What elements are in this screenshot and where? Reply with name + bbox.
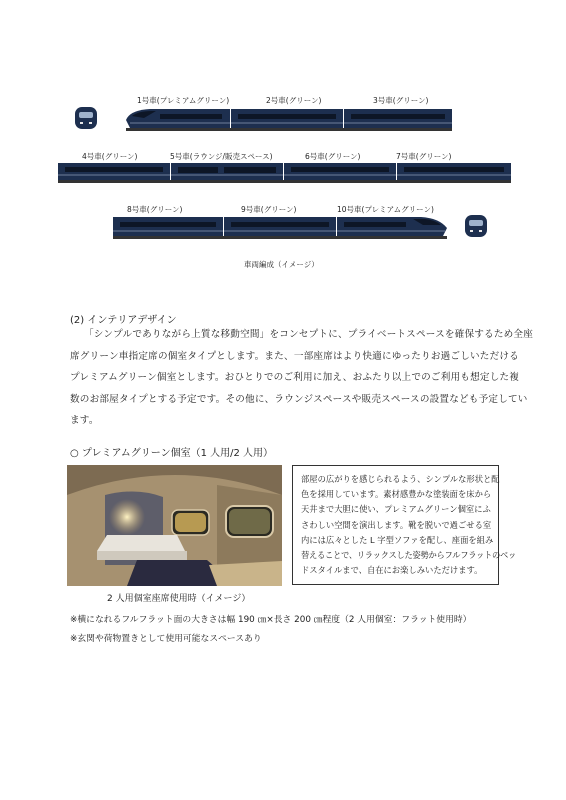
train-row-1: [70, 104, 450, 132]
train-car-1: [126, 109, 230, 128]
train-car-2: [231, 109, 343, 128]
premium-room-photo: [67, 465, 282, 586]
note-entrance-space: ※玄関や荷物置きとして使用可能なスペースあり: [70, 634, 262, 644]
premium-description-box: [292, 465, 517, 585]
train-car-3: [344, 109, 452, 128]
paragraph-line: ます。: [70, 415, 99, 426]
train-car-9: [224, 217, 336, 236]
interior-paragraph: [70, 324, 550, 432]
description-line: 天井まで大胆に使い、プレミアムグリーン個室にふ: [301, 504, 491, 515]
car-label-4: 4号車(グリーン): [82, 152, 138, 161]
car-label-1: 1号車(プレミアムグリーン): [137, 96, 230, 105]
car-label-6: 6号車(グリーン): [305, 152, 361, 161]
paragraph-line: プレミアムグリーン個室とします。おひとりでのご利用に加え、おふたり以上でのご利用も想定した複: [70, 372, 520, 383]
section-heading-interior: (2) インテリアデザイン: [70, 315, 177, 326]
car-label-5: 5号車(ラウンジ/販売スペース): [170, 152, 273, 161]
train-front-view-icon: [75, 107, 97, 129]
train-car-6: [284, 163, 396, 180]
train-car-7: [397, 163, 511, 180]
car-label-7: 7号車(グリーン): [396, 152, 452, 161]
train-front-view-icon: [465, 215, 487, 237]
description-line: 部屋の広がりを感じられるよう、シンプルな形状と配: [301, 474, 500, 484]
formation-caption: 車両編成（イメージ）: [244, 260, 319, 269]
train-row-3: [113, 212, 493, 240]
premium-heading: ○ プレミアムグリーン個室（1 人用/2 人用）: [70, 448, 274, 459]
train-car-5: [171, 163, 283, 180]
description-line: ドスタイルまで、自在にお楽しみいただけます。: [301, 565, 483, 576]
paragraph-line: 席グリーン車指定席の個室タイプとします。また、一部座席はより快適にゆったりお過ごしいただける: [70, 350, 519, 362]
paragraph-line: 「シンプルでありながら上質な移動空間」をコンセプトに、プライベートスペースを確保するため全座: [84, 329, 534, 340]
description-line: さわしい空間を演出します。靴を脱いで過ごせる室: [301, 519, 492, 530]
description-line: 内には広々とした L 字型ソファを配し、座面を組み: [301, 534, 494, 545]
car-label-10: 10号車(プレミアムグリーン): [337, 205, 434, 214]
car-label-3: 3号車(グリーン): [373, 96, 429, 105]
photo-caption: 2 人用個室座席使用時（イメージ）: [107, 594, 251, 604]
car-label-2: 2号車(グリーン): [266, 96, 322, 105]
description-line: 替えることで、リラックスした姿勢からフルフラットのベッ: [301, 550, 517, 561]
note-flat-size: ※横になれるフルフラット面の大きさは幅 190 ㎝×長さ 200 ㎝程度（2 人用個室：フラット使用時）: [70, 615, 472, 625]
train-car-10: [337, 217, 447, 236]
train-car-4: [58, 163, 170, 180]
paragraph-line: 数のお部屋タイプとする予定です。その他に、ラウンジスペースや販売スペースの設置なども予定してい: [70, 393, 528, 405]
description-line: 色を採用しています。素材感豊かな塗装面を床から: [301, 489, 492, 500]
train-car-8: [113, 217, 223, 236]
car-label-9: 9号車(グリーン): [241, 205, 297, 214]
train-row-2: [58, 160, 512, 184]
car-label-8: 8号車(グリーン): [127, 205, 183, 214]
